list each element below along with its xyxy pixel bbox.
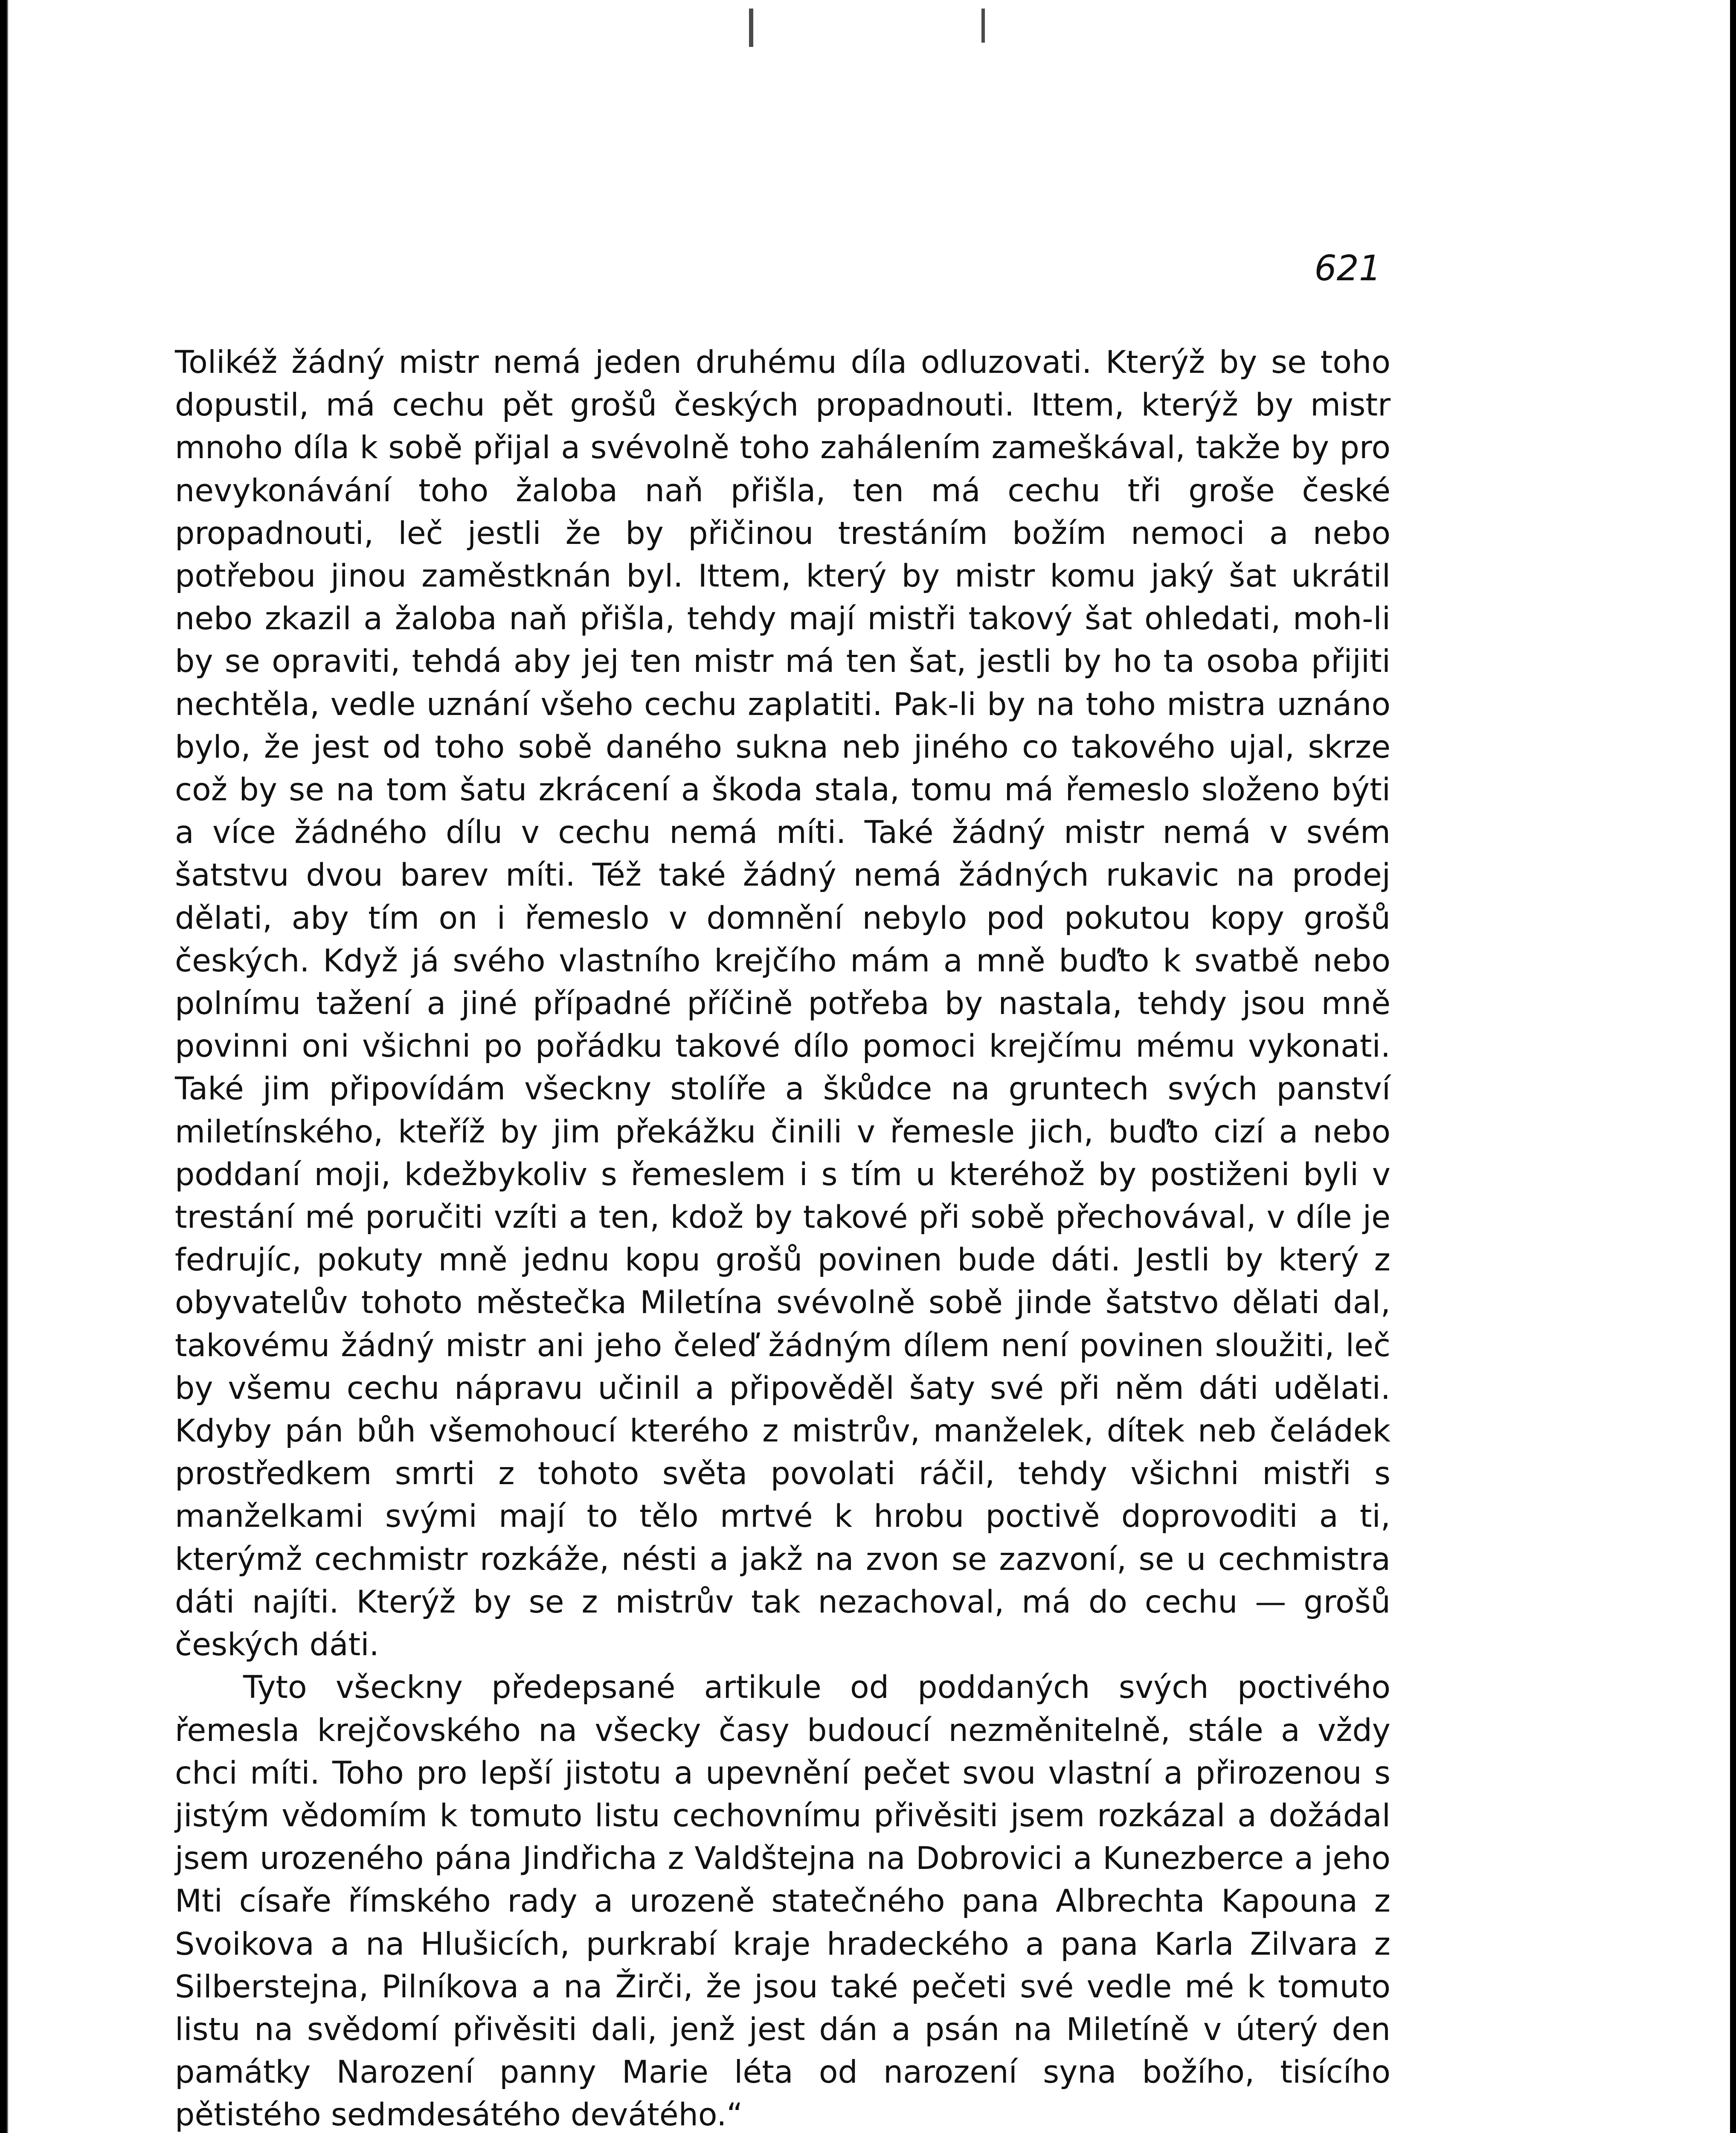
body-text: [175, 341, 1391, 2133]
left-page-edge: [7, 0, 8, 2133]
paragraph-2: Tyto všeckny předepsané artikule od poddaných svých poctivého řemesla krejčovského na všecky časy budoucí nezměnitelně, stále a vždy chci míti. Toho pro lepší jistotu a upevnění pečet svou vlastní a přirozenou s jistým vědomím k tomuto listu cechovnímu přivěsiti jsem rozkázal a dožádal jsem urozeného pána Jindřicha z Valdštejna na Dobrovici a Kunezberce a jeho Mti císaře římského rady a urozeně statečného pana Albrechta Kapouna z Svoikova a na Hlušicích, purkrabí kraje hradeckého a pana Karla Zilvara z Silberstejna, Pilníkova a na Žirči, že jsou také pečeti své vedle mé k tomuto listu na svědomí přivěsiti dali, jenž jest dán a psán na Miletíně v úterý den památky Narození panny Marie léta od narození syna božího, tisícího pětistého sedmdesátého devátého.“: [175, 1669, 1391, 2133]
scanned-page: [7, 0, 1730, 2133]
page-number: 621: [1314, 248, 1381, 289]
paragraph-1: Tolikéž žádný mistr nemá jeden druhému díla odluzovati. Kterýž by se toho dopustil, má cechu pět grošů českých propadnouti. Ittem, kterýž by mistr mnoho díla k sobě přijal a svévolně toho zahálením zameškával, takže by pro nevykonávání toho žaloba naň přišla, ten má cechu tři groše české propadnouti, leč jestli že by přičinou trestáním božím nemoci a nebo potřebou jinou zaměstknán byl. Ittem, který by mistr komu jaký šat ukrátil nebo zkazil a žaloba naň přišla, tehdy mají mistři takový šat ohledati, moh-li by se opraviti, tehdá aby jej ten mistr má ten šat, jestli by ho ta osoba přijiti nechtěla, vedle uznání všeho cechu zaplatiti. Pak-li by na toho mistra uznáno bylo, že jest od toho sobě daného sukna neb jiného co takového ujal, skrze což by se na tom šatu zkrácení a škoda stala, tomu má řemeslo složeno býti a více žádného dílu v cechu nemá míti. Také žádný mistr nemá v svém šatstvu dvou barev míti. Též také žádný nemá žádných rukavic na prodej dělati, aby tím on i řemeslo v domnění nebylo pod pokutou kopy grošů českých. Když já svého vlastního krejčího mám a mně buďto k svatbě nebo polnímu tažení a jiné případné příčině potřeba by nastala, tehdy jsou mně povinni oni všichni po pořádku takové dílo pomoci krejčímu mému vykonati. Také jim připovídám všeckny stolíře a škůdce na gruntech svých panství miletínského, kteříž by jim překážku činili v řemesle jich, buďto cizí a nebo poddaní moji, kdežbykoliv s řemeslem i s tím u kteréhož by postiženi byli v trestání mé poručiti vzíti a ten, kdož by takové při sobě přechovával, v díle je fedrujíc, pokuty mně jednu kopu grošů povinen bude dáti. Jestli by který z obyvatelův tohoto městečka Miletína svévolně sobě jinde šatstvo dělati dal, takovému žádný mistr ani jeho čeleď žádným dílem není povinen sloužiti, leč by všemu cechu nápravu učinil a připověděl šaty své při něm dáti udělati. Kdyby pán bůh všemohoucí kterého z mistrův, manželek, dítek neb čeládek prostředkem smrti z tohoto světa povolati ráčil, tehdy všichni mistři s manželkami svými mají to tělo mrtvé k hrobu poctivě doprovoditi a ti, kterýmž cechmistr rozkáže, nésti a jakž na zvon se zazvoní, se u cechmistra dáti najíti. Kterýž by se z mistrův tak nezachoval, má do cechu — grošů českých dáti.: [175, 344, 1391, 1663]
scan-mark-top: [749, 9, 753, 47]
scan-mark-top-right: [981, 9, 985, 43]
